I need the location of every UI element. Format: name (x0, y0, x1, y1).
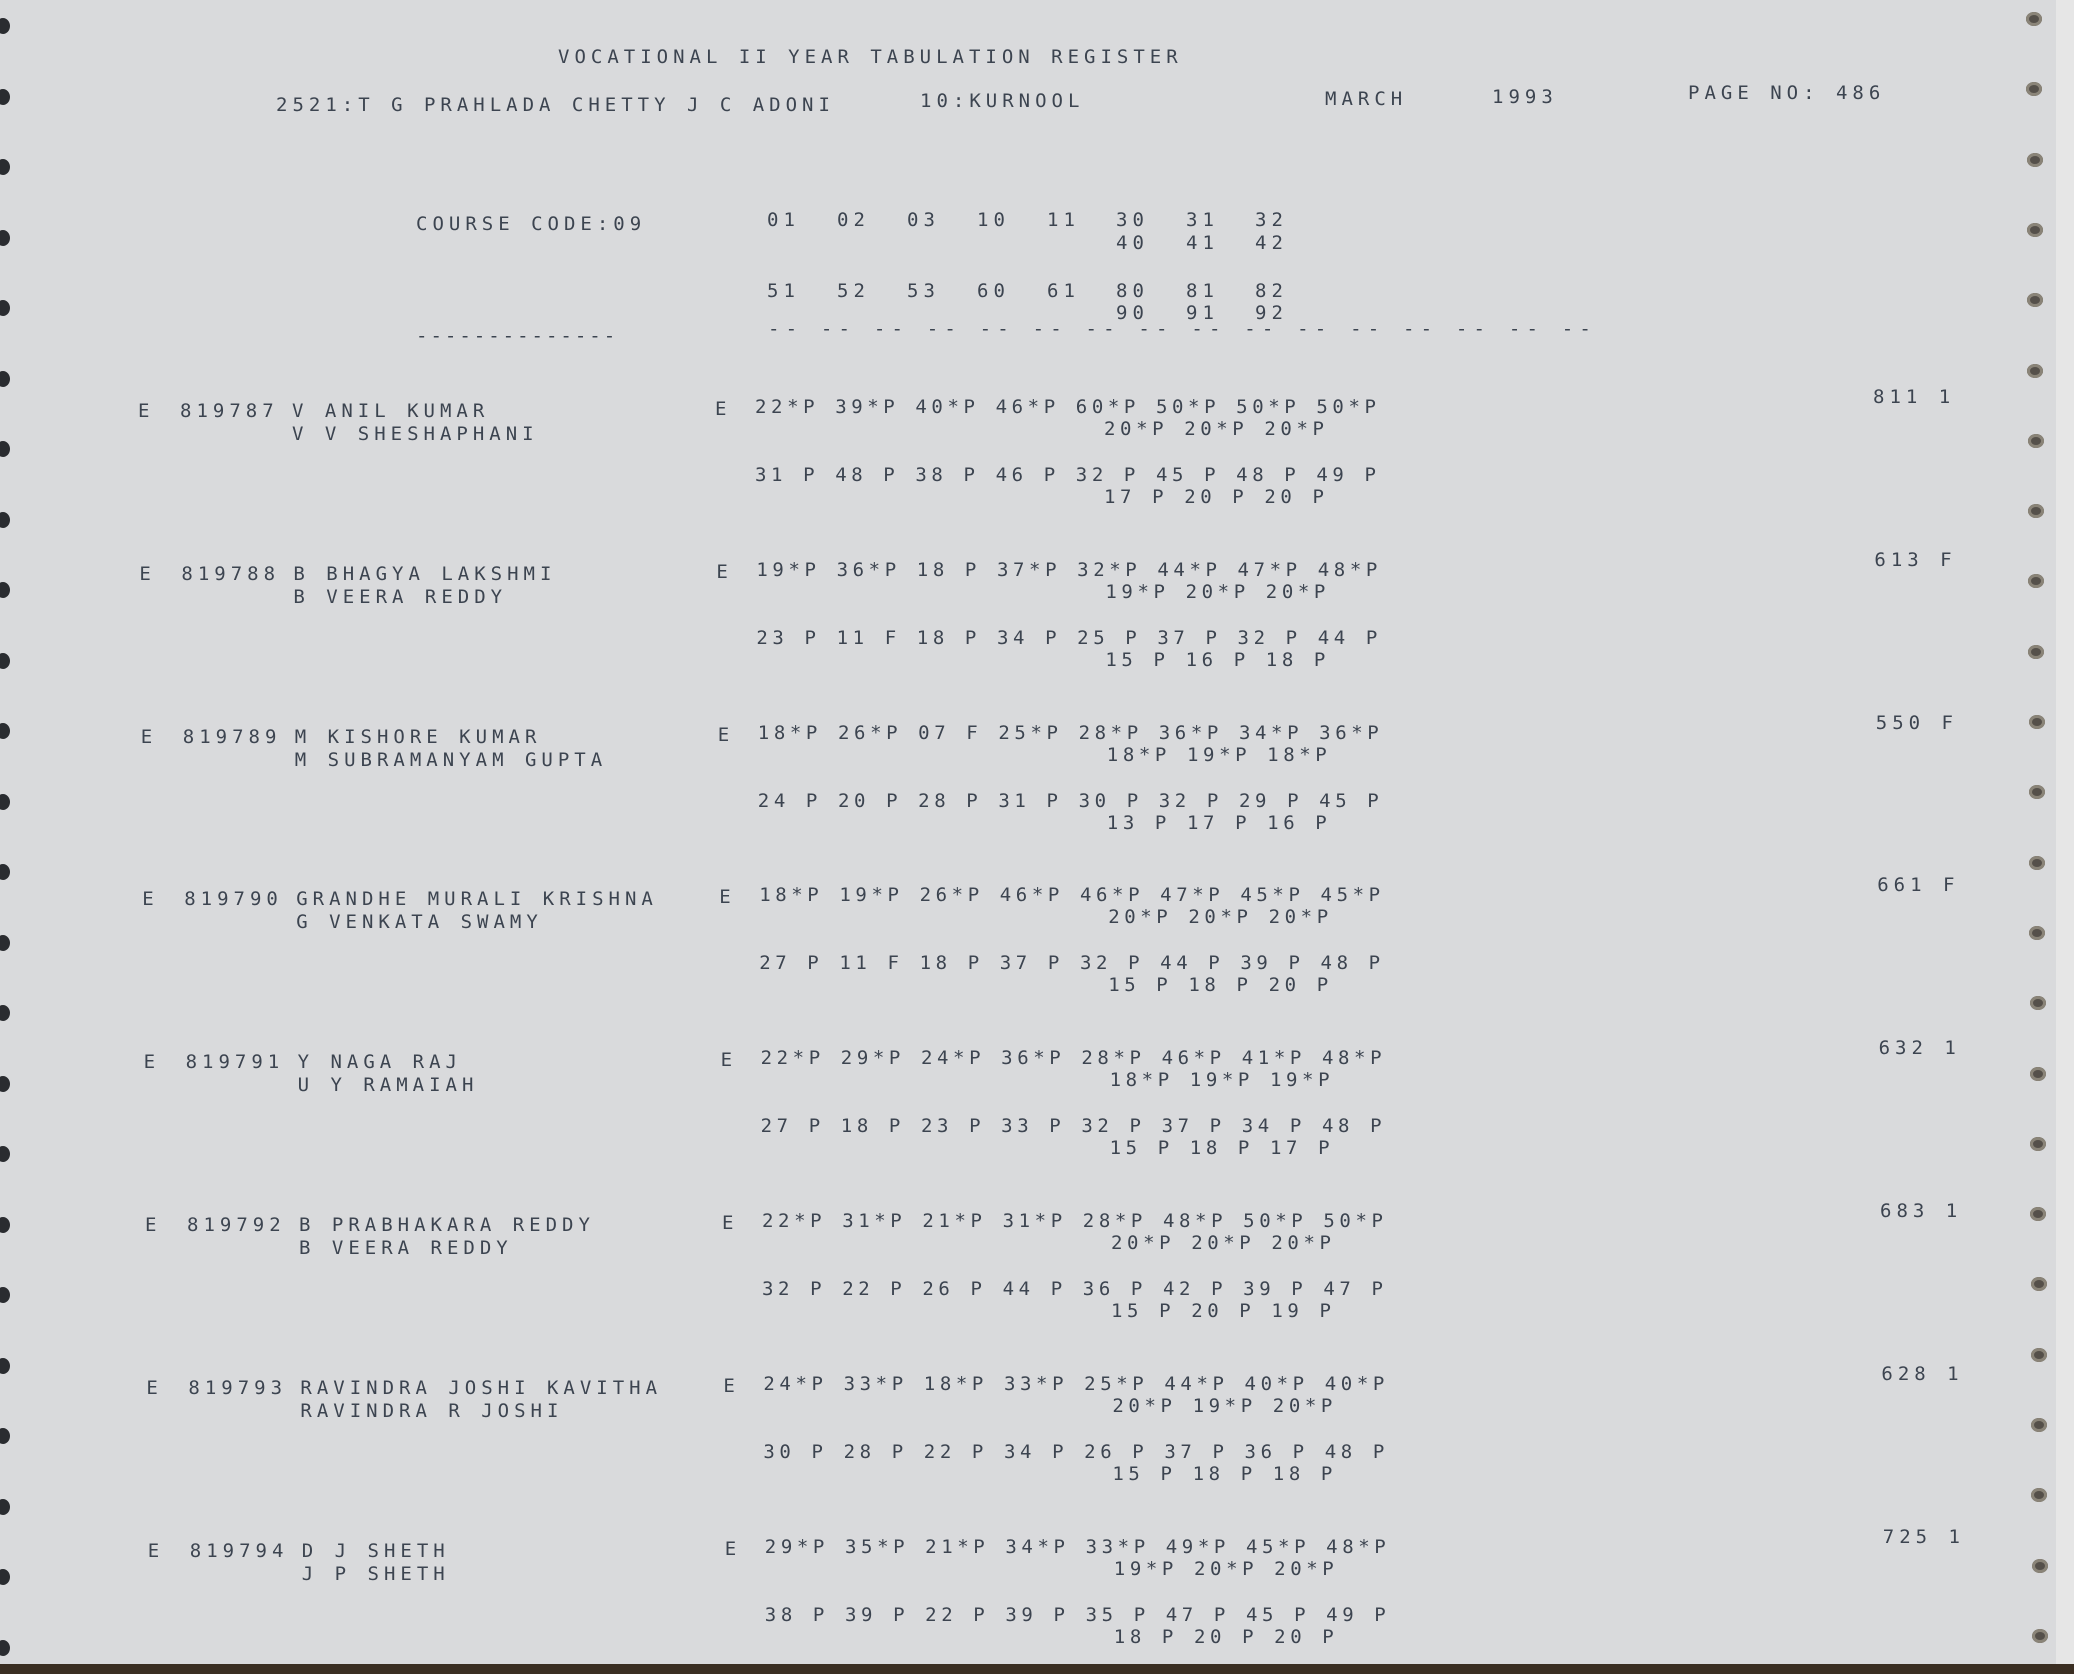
feed-hole-icon (0, 1499, 10, 1515)
feed-hole-icon (0, 159, 10, 175)
feed-hole-icon (0, 230, 10, 246)
marks-part2: 30 P 28 P 22 P 34 P 26 P 37 P 36 P 48 P (763, 1440, 1389, 1463)
father-name: V V SHESHAPHANI (292, 423, 539, 445)
roll-number: 819791 (185, 1051, 285, 1074)
course-code-label: COURSE CODE:09 (416, 213, 647, 235)
exam-year: 1993 (1492, 86, 1558, 108)
total-and-result: 550 F (1875, 711, 1958, 734)
marks-part2-extra: 15 P 18 P 20 P (1108, 974, 1333, 997)
marks-part1: 29*P 35*P 21*P 34*P 33*P 49*P 45*P 48*P (764, 1535, 1391, 1558)
feed-hole-icon (2029, 926, 2045, 940)
student-category: E (146, 1376, 163, 1399)
marks-part2: 24 P 20 P 28 P 31 P 30 P 32 P 29 P 45 P (757, 789, 1384, 812)
marks-part2-extra: 17 P 20 P 20 P (1104, 486, 1329, 508)
feed-hole-icon (0, 1428, 10, 1444)
feed-hole-icon (2032, 1559, 2048, 1573)
marks-part2-extra: 13 P 17 P 16 P (1106, 811, 1332, 834)
marks-part1-extra: 19*P 20*P 20*P (1105, 580, 1330, 603)
feed-hole-icon (0, 1217, 10, 1233)
feed-hole-icon (2032, 1629, 2048, 1643)
sheet-right-edge (2056, 0, 2074, 1674)
student-category: E (140, 725, 158, 748)
student-category: E (145, 1214, 162, 1236)
father-name: U Y RAMAIAH (297, 1074, 479, 1097)
feed-hole-icon (0, 1287, 10, 1303)
marks-part1: 22*P 39*P 40*P 46*P 60*P 50*P 50*P 50*P (755, 396, 1381, 418)
feed-hole-icon (0, 794, 10, 810)
entry-flag: E (723, 1374, 740, 1397)
college-name: 2521:T G PRAHLADA CHETTY J C ADONI (276, 94, 835, 116)
feed-hole-icon (2027, 223, 2043, 237)
marks-part2: 38 P 39 P 22 P 39 P 35 P 47 P 45 P 49 P (764, 1603, 1391, 1626)
register-title: VOCATIONAL II YEAR TABULATION REGISTER (558, 46, 1183, 68)
feed-hole-icon (0, 441, 10, 457)
entry-flag: E (722, 1212, 739, 1234)
feed-hole-icon (0, 1358, 10, 1374)
feed-hole-icon (0, 1076, 10, 1092)
total-and-result: 632 1 (1878, 1037, 1961, 1060)
student-name: Y NAGA RAJ (297, 1051, 462, 1074)
father-name: B VEERA REDDY (299, 1237, 513, 1259)
feed-hole-icon (2029, 715, 2045, 729)
roll-number: 819792 (187, 1214, 286, 1236)
feed-hole-icon (2028, 574, 2044, 588)
feed-hole-icon (2029, 785, 2045, 799)
subject-code: 53 (907, 280, 940, 302)
father-name: B VEERA REDDY (293, 585, 508, 608)
page-number: PAGE NO: 486 (1688, 82, 1886, 104)
marks-part1-extra: 18*P 19*P 18*P (1106, 743, 1332, 766)
feed-hole-icon (0, 1146, 10, 1162)
entry-flag: E (715, 398, 732, 420)
roll-number: 819788 (181, 562, 281, 585)
total-and-result: 628 1 (1881, 1362, 1964, 1385)
column-dashes: -- -- -- -- -- -- -- -- -- -- -- -- -- -- -- -- (768, 318, 1598, 340)
roll-number: 819793 (188, 1376, 288, 1399)
feed-hole-icon (2031, 1488, 2047, 1502)
entry-flag: E (719, 886, 736, 909)
subject-code: 40 (1116, 232, 1149, 254)
marks-part1: 22*P 31*P 21*P 31*P 28*P 48*P 50*P 50*P (762, 1210, 1388, 1232)
subject-code: 91 (1186, 302, 1219, 324)
district-name: 10:KURNOOL (920, 90, 1085, 112)
feed-hole-icon (2031, 1418, 2047, 1432)
father-name: M SUBRAMANYAM GUPTA (294, 748, 608, 771)
feed-hole-icon (0, 653, 10, 669)
student-name: M KISHORE KUMAR (294, 725, 542, 748)
exam-month: MARCH (1325, 88, 1408, 110)
student-category: E (143, 1051, 161, 1074)
feed-hole-icon (2030, 1137, 2046, 1151)
marks-part1-extra: 19*P 20*P 20*P (1113, 1557, 1339, 1580)
student-name: GRANDHE MURALI KRISHNA (296, 888, 658, 911)
student-category: E (147, 1539, 165, 1562)
marks-part2: 23 P 11 F 18 P 34 P 25 P 37 P 32 P 44 P (756, 626, 1382, 649)
subject-code: 82 (1255, 280, 1288, 302)
father-name: J P SHETH (301, 1562, 450, 1585)
marks-part2: 31 P 48 P 38 P 46 P 32 P 45 P 48 P 49 P (755, 464, 1381, 486)
sheet-bottom-edge (0, 1664, 2074, 1674)
subject-code: 61 (1047, 280, 1080, 302)
subject-code: 30 (1116, 209, 1149, 231)
student-name: B BHAGYA LAKSHMI (293, 562, 557, 585)
marks-part1: 18*P 19*P 26*P 46*P 46*P 47*P 45*P 45*P (759, 884, 1385, 907)
marks-part1: 22*P 29*P 24*P 36*P 28*P 46*P 41*P 48*P (760, 1047, 1387, 1070)
feed-hole-icon (2027, 293, 2043, 307)
feed-hole-icon (0, 512, 10, 528)
student-category: E (138, 400, 155, 422)
feed-hole-icon (2030, 996, 2046, 1010)
feed-hole-icon (2028, 504, 2044, 518)
subject-code: 81 (1186, 280, 1219, 302)
marks-part1-extra: 20*P 20*P 20*P (1104, 418, 1329, 440)
total-and-result: 613 F (1874, 548, 1957, 571)
student-name: RAVINDRA JOSHI KAVITHA (300, 1376, 663, 1399)
feed-hole-icon (2031, 1348, 2047, 1362)
roll-number: 819794 (189, 1539, 289, 1562)
feed-hole-icon (2030, 1207, 2046, 1221)
roll-number: 819789 (182, 725, 282, 748)
total-and-result: 661 F (1877, 874, 1960, 897)
marks-part1-extra: 18*P 19*P 19*P (1109, 1069, 1335, 1092)
marks-part1-extra: 20*P 20*P 20*P (1111, 1232, 1336, 1254)
marks-part2-extra: 15 P 16 P 18 P (1105, 648, 1330, 671)
marks-part2-extra: 15 P 18 P 18 P (1112, 1462, 1337, 1485)
marks-part1-extra: 20*P 19*P 20*P (1112, 1394, 1337, 1417)
feed-hole-icon (2028, 434, 2044, 448)
subject-code: 31 (1186, 209, 1219, 231)
subject-code: 51 (767, 280, 800, 302)
subject-code: 02 (837, 209, 870, 231)
entry-flag: E (724, 1537, 742, 1560)
total-and-result: 811 1 (1873, 386, 1956, 408)
subject-code: 80 (1116, 280, 1149, 302)
subject-code: 90 (1116, 302, 1149, 324)
feed-hole-icon (2028, 645, 2044, 659)
feed-hole-icon (0, 1569, 10, 1585)
marks-part2: 32 P 22 P 26 P 44 P 36 P 42 P 39 P 47 P (762, 1278, 1388, 1300)
marks-part2-extra: 15 P 20 P 19 P (1111, 1300, 1336, 1322)
feed-hole-icon (0, 18, 10, 34)
feed-hole-icon (0, 1005, 10, 1021)
feed-hole-icon (2026, 12, 2042, 26)
feed-hole-icon (2030, 1067, 2046, 1081)
subject-code: 41 (1186, 232, 1219, 254)
subject-code: 01 (767, 209, 800, 231)
student-category: E (142, 888, 159, 911)
marks-part2: 27 P 11 F 18 P 37 P 32 P 44 P 39 P 48 P (759, 952, 1385, 975)
subject-code: 52 (837, 280, 870, 302)
marks-part1: 24*P 33*P 18*P 33*P 25*P 44*P 40*P 40*P (763, 1372, 1389, 1395)
student-category: E (139, 562, 156, 585)
subject-code: 32 (1255, 209, 1288, 231)
student-name: V ANIL KUMAR (292, 400, 490, 422)
subject-code: 03 (907, 209, 940, 231)
father-name: G VENKATA SWAMY (296, 911, 543, 934)
feed-hole-icon (0, 864, 10, 880)
subject-code: 11 (1047, 209, 1080, 231)
marks-part2: 27 P 18 P 23 P 33 P 32 P 37 P 34 P 48 P (760, 1115, 1387, 1138)
feed-hole-icon (2026, 82, 2042, 96)
marks-part1-extra: 20*P 20*P 20*P (1108, 906, 1333, 929)
feed-hole-icon (0, 1640, 10, 1656)
marks-part1: 18*P 26*P 07 F 25*P 28*P 36*P 34*P 36*P (757, 721, 1384, 744)
roll-number: 819787 (180, 400, 279, 422)
feed-hole-icon (0, 723, 10, 739)
feed-hole-icon (0, 89, 10, 105)
entry-flag: E (720, 1049, 738, 1072)
feed-hole-icon (2029, 856, 2045, 870)
marks-part2-extra: 18 P 20 P 20 P (1113, 1625, 1339, 1648)
feed-hole-icon (2027, 153, 2043, 167)
subject-code: 42 (1255, 232, 1288, 254)
marks-part2-extra: 15 P 18 P 17 P (1109, 1137, 1335, 1160)
feed-hole-icon (0, 371, 10, 387)
roll-number: 819790 (184, 888, 283, 911)
subject-code: 92 (1255, 302, 1288, 324)
feed-hole-icon (2027, 364, 2043, 378)
father-name: RAVINDRA R JOSHI (300, 1399, 564, 1422)
feed-hole-icon (2031, 1277, 2047, 1291)
course-underline: -------------- (416, 325, 619, 347)
student-name: B PRABHAKARA REDDY (299, 1214, 595, 1236)
subject-code: 60 (977, 280, 1010, 302)
subject-code: 10 (977, 209, 1010, 231)
feed-hole-icon (0, 935, 10, 951)
entry-flag: E (716, 560, 733, 583)
feed-hole-icon (0, 300, 10, 316)
feed-hole-icon (0, 582, 10, 598)
total-and-result: 725 1 (1882, 1525, 1965, 1548)
entry-flag: E (717, 723, 735, 746)
marks-part1: 19*P 36*P 18 P 37*P 32*P 44*P 47*P 48*P (756, 558, 1382, 581)
total-and-result: 683 1 (1880, 1200, 1963, 1222)
student-name: D J SHETH (301, 1539, 450, 1562)
